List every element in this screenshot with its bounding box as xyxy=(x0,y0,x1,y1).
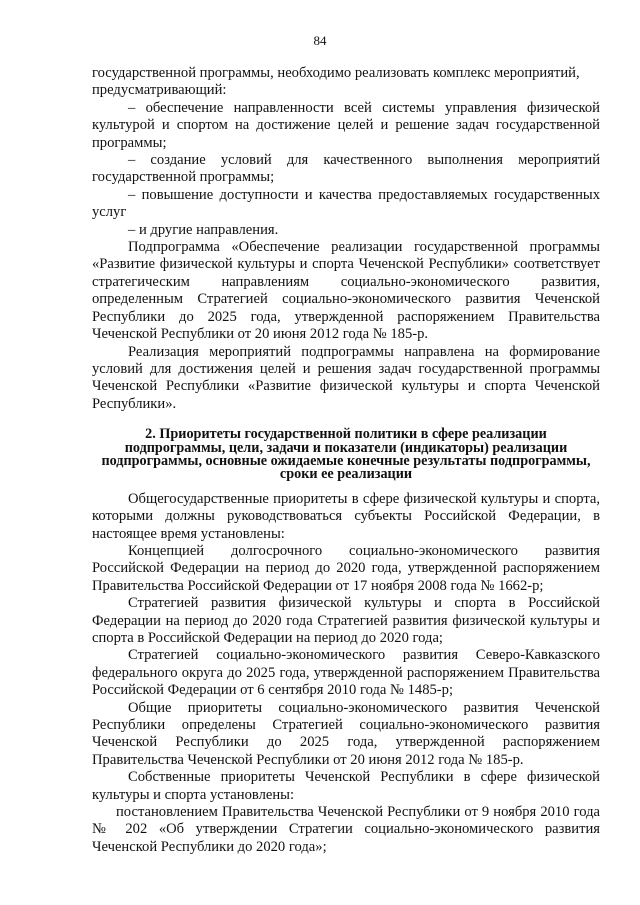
paragraph: Собственные приоритеты Чеченской Республики в сфере физической культуры и спорта установлены: xyxy=(92,769,600,803)
list-item: – и другие направления. xyxy=(128,221,279,238)
list-item: – повышение доступности и качества предоставляемых государственных услуг xyxy=(92,186,600,221)
section-heading: 2. Приоритеты государственной политики в сфере реализации подпрограммы, цели, задачи и показатели (индикаторы) реализации подпрограммы, основные ожидаемые конечные результаты подпрограммы, сроки ее реализации xyxy=(101,426,591,483)
document-body xyxy=(92,65,600,856)
page-number: 84 xyxy=(313,33,327,48)
paragraph: Общие приоритеты социально-экономического развития Чеченской Республики определены Стратегией социально-экономического развития Чеченской Республики до 2025 года, утвержденной распоряжением Правительства Чеченской Республики от 20 июня 2012 года № 185-р. xyxy=(92,699,600,768)
list-item: – обеспечение направленности всей системы управления физической культурой и спортом на достижение целей и решение задач государственной программы; xyxy=(92,99,600,151)
paragraph: Стратегией развития физической культуры и спорта в Российской Федерации на период до 2020 года Стратегией развития физической культуры и спорта в Российской Федерации на период до 2020 года; xyxy=(92,595,600,646)
paragraph: Подпрограмма «Обеспечение реализации государственной программы «Развитие физической культуры и спорта Чеченской Республики» соответствует стратегическим направлениям социально-экономического развития, определенным Стратегией социально-экономического развития Чеченской Республики до 2025 года, утвержденной распоряжением Правительства Чеченской Республики от 20 июня 2012 года № 185-р. xyxy=(92,239,600,343)
paragraph: Концепцией долгосрочного социально-экономического развития Российской Федерации на период до 2020 года, утвержденной распоряжением Правительства Российской Федерации от 17 ноября 2008 года № 1662-р; xyxy=(92,542,600,594)
paragraph: постановлением Правительства Чеченской Республики от 9 ноября 2010 года № 202 «Об утверждении Стратегии социально-экономического развития Чеченской Республики до 2020 года»; xyxy=(92,804,600,855)
paragraph: Стратегией социально-экономического развития Северо-Кавказского федерального округа до 2025 года, утвержденной распоряжением Правительства Российской Федерации от 6 сентября 2010 года № 1485-р; xyxy=(92,647,600,699)
paragraph: Общегосударственные приоритеты в сфере физической культуры и спорта, которыми должны руководствоваться субъекты Российской Федерации, в настоящее время установлены: xyxy=(92,490,600,542)
paragraph: государственной программы, необходимо реализовать комплекс мероприятий, предусматривающий: xyxy=(92,65,580,99)
list-item: – создание условий для качественного выполнения мероприятий государственной программы; xyxy=(92,152,600,186)
paragraph: Реализация мероприятий подпрограммы направлена на формирование условий для достижения целей и решения задач государственной программы Чеченской Республики «Развитие физической культуры и спорта Чеченской Республики». xyxy=(92,343,600,412)
